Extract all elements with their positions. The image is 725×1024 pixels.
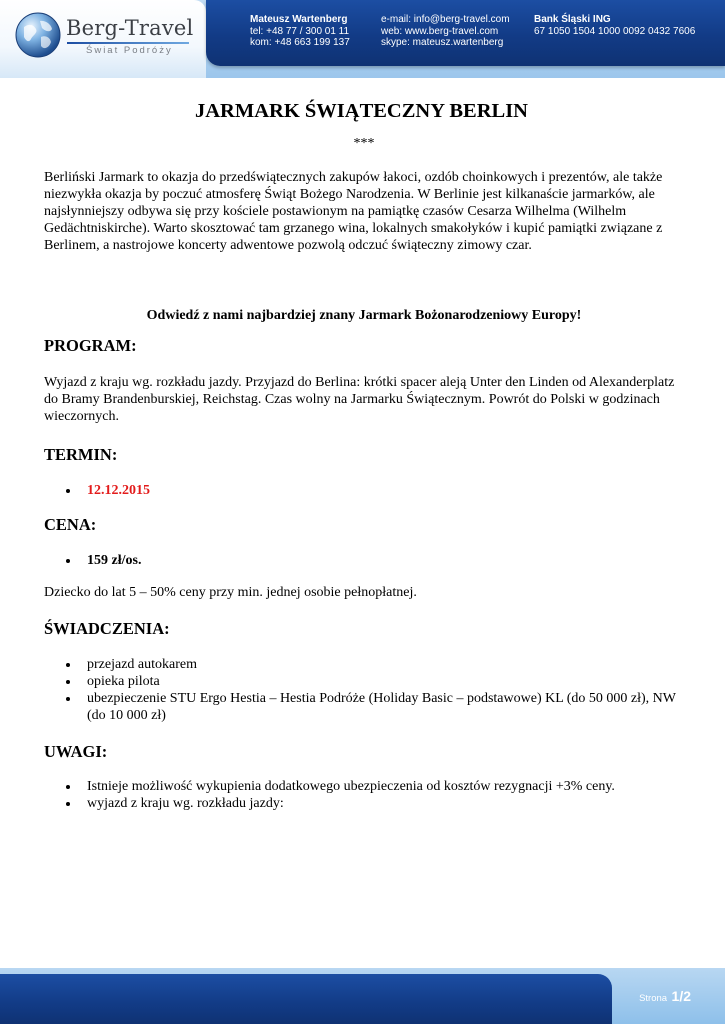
list-item: opieka pilota: [44, 673, 684, 690]
list-item: przejazd autokarem: [44, 656, 684, 673]
termin-heading: TERMIN:: [44, 445, 118, 464]
page-header: [0, 0, 725, 78]
bank-account: 67 1050 1504 1000 0092 0432 7606: [534, 25, 696, 37]
swiadczenia-list: [44, 656, 684, 724]
document-title: JARMARK ŚWIĄTECZNY BERLIN: [195, 100, 528, 122]
list-item: Istnieje możliwość wykupienia dodatkowego ubezpieczenia od kosztów rezygnacji +3% ceny.: [44, 778, 684, 795]
contact-name: Mateusz Wartenberg: [250, 14, 348, 25]
intro-paragraph: Berliński Jarmark to okazja do przedświątecznych zakupów łakoci, ozdób choinkowych i prezentów, ale także niezwykła okazja by poczuć atmosferę Świąt Bożego Narodzenia. W Berlinie jest kilkanaście jarmarków, ale najsłynniejszy odbywa się przy kościele postawionym na pamiątkę czasów Cesarza Wilhelma (Wilhelm Gedächtniskirche). Warto skosztować tam grzanego wina, lokalnych smakołyków i kupić pamiątki związane z Berlinem, a nastrojowe koncerty adwentowe pozwolą odczuć świąteczny zimowy czar.: [44, 170, 663, 253]
termin-list: [44, 482, 684, 499]
document-body: [44, 96, 684, 812]
cena-heading: CENA:: [44, 515, 97, 534]
logo-title: Berg-Travel: [66, 16, 194, 40]
list-item: wyjazd z kraju wg. rozkładu jazdy:: [44, 795, 684, 812]
contact-person: [250, 14, 350, 49]
page-number: [639, 988, 691, 1006]
cena-note: Dziecko do lat 5 – 50% ceny przy min. jednej osobie pełnopłatnej.: [44, 585, 417, 600]
logo: [0, 0, 206, 78]
contact-skype: skype: mateusz.wartenberg: [381, 37, 504, 48]
page-value: 1/2: [671, 988, 691, 1004]
bank-name: Bank Śląski ING: [534, 14, 611, 25]
list-item: ubezpieczenie STU Ergo Hestia – Hestia Podróże (Holiday Basic – podstawowe) KL (do 50 000 zł), NW (do 10 000 zł): [44, 690, 684, 724]
contact-web[interactable]: web: www.berg-travel.com: [381, 25, 499, 37]
page-label: Strona: [639, 993, 668, 1004]
title-separator: ***: [353, 136, 375, 151]
cena-list: [44, 552, 684, 569]
contact-email[interactable]: e-mail: info@berg-travel.com: [381, 14, 510, 25]
footer-bar: [0, 974, 612, 1024]
contact-tel: tel: +48 77 / 300 01 11: [250, 25, 350, 37]
program-heading: PROGRAM:: [44, 336, 137, 355]
bank-info: [534, 14, 695, 37]
contact-online: [381, 14, 510, 49]
logo-subtitle: Świat Podróży: [86, 45, 173, 56]
uwagi-list: [44, 778, 684, 812]
swiadczenia-heading: ŚWIADCZENIA:: [44, 619, 170, 638]
page-footer: [0, 968, 725, 1024]
program-text: Wyjazd z kraju wg. rozkładu jazdy. Przyjazd do Berlina: krótki spacer aleją Unter den Linden od Alexanderplatz do Bramy Brandenburskiej, Reichstag. Czas wolny na Jarmarku Świątecznym. Powrót do Polski w godzinach wieczornych.: [44, 375, 675, 424]
list-item: 159 zł/os.: [44, 552, 684, 569]
contact-mobile: kom: +48 663 199 137: [250, 37, 350, 48]
logo-underline: [67, 42, 189, 44]
uwagi-heading: UWAGI:: [44, 742, 108, 761]
list-item: 12.12.2015: [44, 482, 684, 499]
globe-icon: [14, 11, 62, 59]
highlight-text: Odwiedź z nami najbardziej znany Jarmark Bożonarodzeniowy Europy!: [146, 308, 582, 323]
